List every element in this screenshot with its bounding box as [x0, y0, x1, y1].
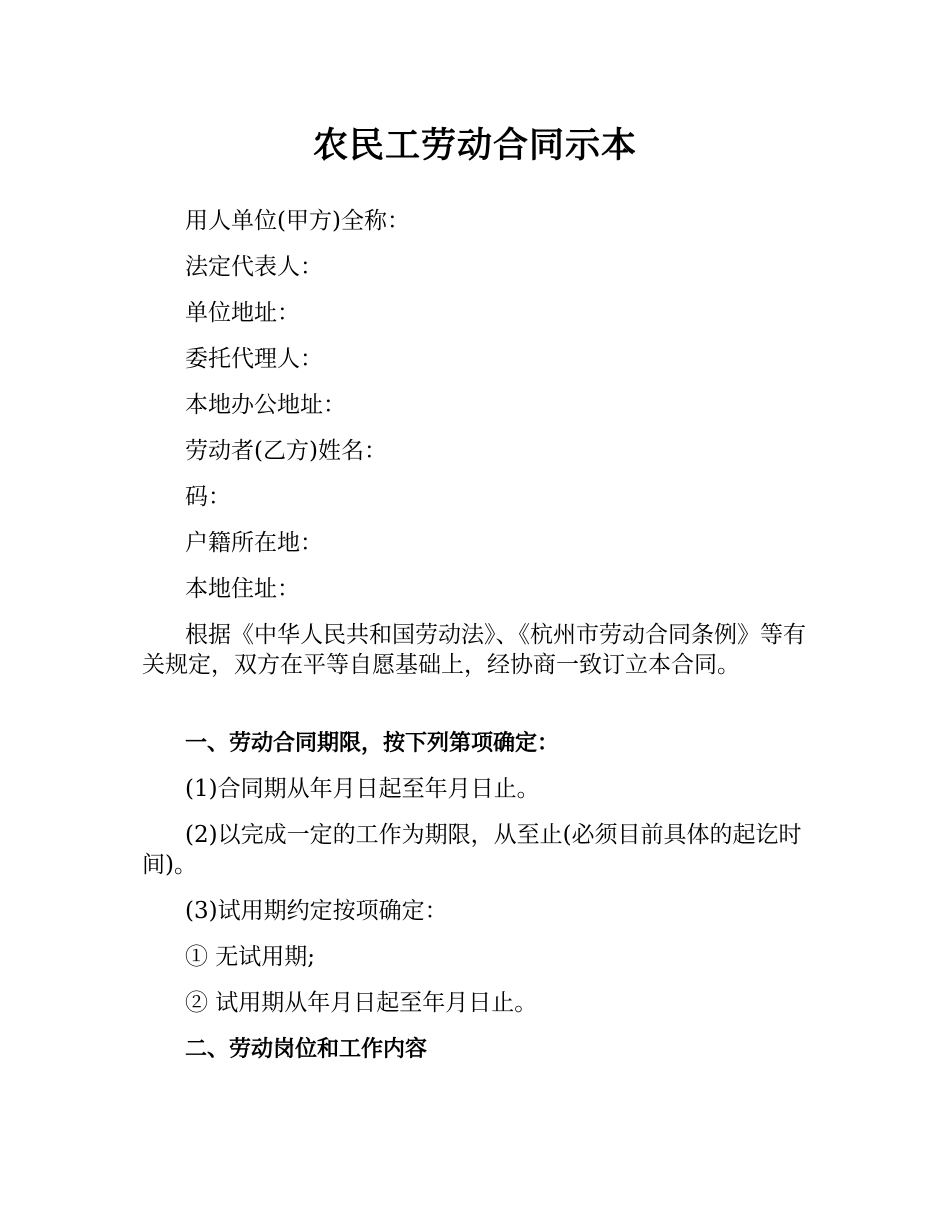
document-title: 农民工劳动合同示本 [312, 126, 637, 166]
field-household-registration: 户籍所在地： [185, 530, 323, 556]
field-local-office-address: 本地办公地址： [185, 392, 346, 418]
section-1-item-1: (1)合同期从年月日起至年月日止。 [185, 776, 540, 802]
field-code: 码： [185, 484, 231, 510]
section-1-item-2: (2)以完成一定的工作为期限，从至止(必须目前具体的起讫时间)。 [142, 822, 802, 878]
field-unit-address: 单位地址： [185, 300, 300, 326]
field-employer-name: 用人单位(甲方)全称： [185, 208, 410, 234]
field-worker-name: 劳动者(乙方)姓名： [185, 438, 387, 464]
field-local-address: 本地住址： [185, 576, 300, 602]
section-1-item-3: (3)试用期约定按项确定： [185, 898, 448, 924]
field-agent: 委托代理人： [185, 346, 323, 372]
section-1-sub-item-2: ② 试用期从年月日起至年月日止。 [185, 990, 538, 1016]
section-1-heading: 一、劳动合同期限，按下列第项确定： [185, 731, 560, 756]
section-2-heading: 二、劳动岗位和工作内容 [185, 1037, 428, 1062]
section-1-sub-item-1: ① 无试用期; [185, 944, 316, 970]
field-legal-representative: 法定代表人： [185, 254, 323, 280]
intro-paragraph: 根据《中华人民共和国劳动法》、《杭州市劳动合同条例》等有关规定，双方在平等自愿基础上，经协商一致订立本合同。 [142, 622, 806, 678]
